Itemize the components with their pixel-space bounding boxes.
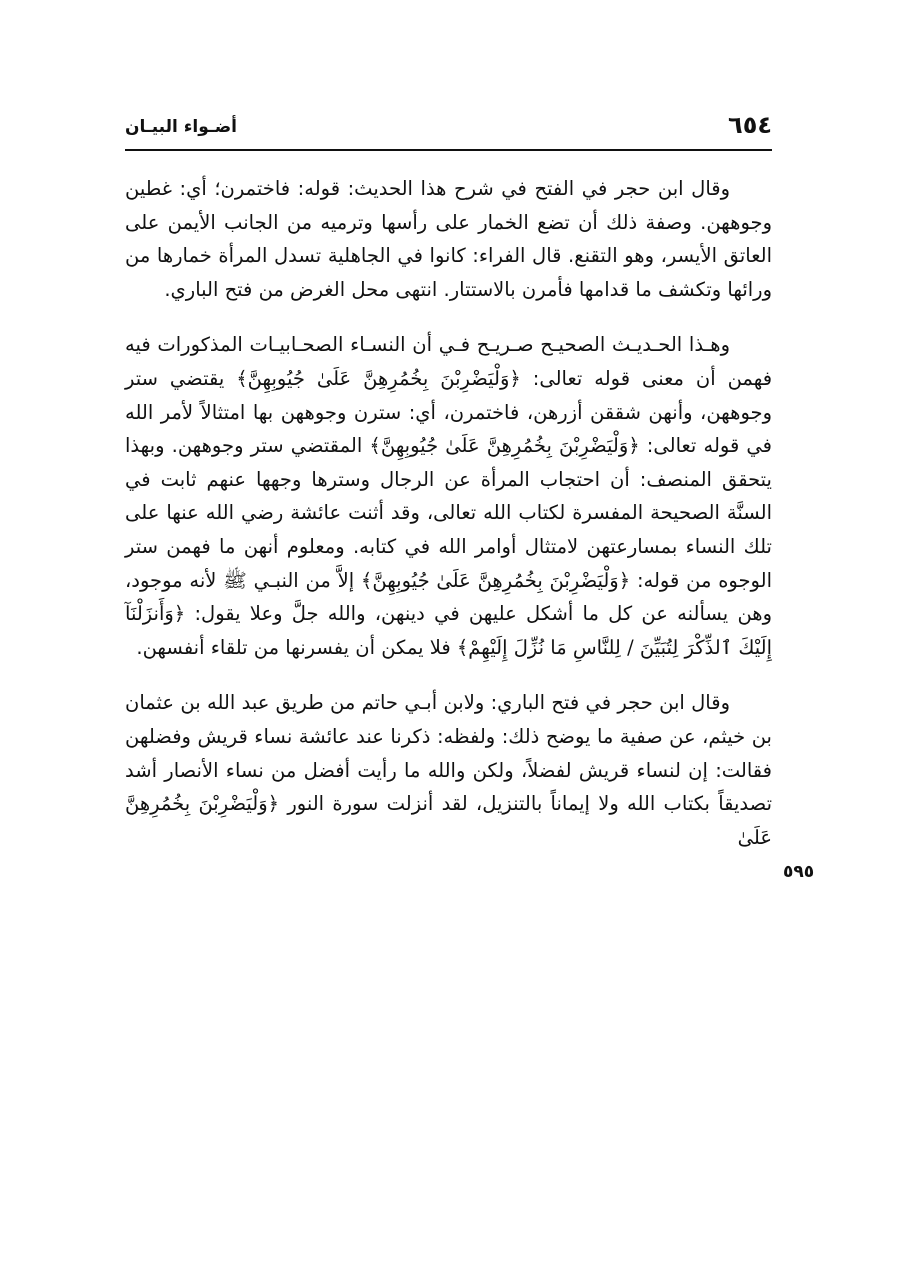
- paragraph-text: المقتضي ستر وجوههن. وبهذا يتحقق المنصف: أن احتجاب المرأة عن الرجال وسترها وجهها عنهم ثابت في السنَّة الصحيحة المفسرة لكتاب الله تعالى، وقد أثنت عائشة رضي الله عنها على تلك النساء بمسارعتهن لامتثال أوامر الله في كتابه. ومعلوم أنهن ما فهمن ستر الوجوه من قوله:: [125, 434, 772, 592]
- quran-verse: ﴿وَلْيَضْرِبْنَ بِخُمُرِهِنَّ عَلَىٰ جُيُوبِهِنَّ﴾: [369, 434, 640, 458]
- paragraph-text: يقتضي ستر وجوههن، وأنهن شققن أزرهن، فاختمرن، أي: سترن وجوههن بها امتثالاً لأمر الله في قوله تعالى:: [125, 366, 772, 458]
- quran-verse: ﴿وَلْيَضْرِبْنَ بِخُمُرِهِنَّ عَلَىٰ: [125, 792, 772, 849]
- paragraph-sahabiyat-hadith: [125, 328, 772, 664]
- paragraph-text: وهـذا الحـديـث الصحيـح صـريـح فـي أن النسـاء الصحـابيـات المذكورات فيه فهمن أن معنى قوله تعالى:: [125, 333, 773, 390]
- paragraph-text: فلا يمكن أن يفسرنها من تلقاء أنفسهن.: [136, 635, 457, 659]
- quran-verse: ﴿وَأَنزَلْنَآ إِلَيْكَ ٱلذِّكْرَ لِتُبَيِّنَ / لِلنَّاسِ مَا نُزِّلَ إِلَيْهِمْ﴾: [125, 602, 772, 659]
- body-text: [125, 172, 772, 854]
- quran-verse: ﴿وَلْيَضْرِبْنَ بِخُمُرِهِنَّ عَلَىٰ جُيُوبِهِنَّ﴾: [360, 568, 631, 592]
- paragraph-ibn-abi-hatim-narration: [125, 686, 772, 854]
- page-header: [125, 106, 772, 146]
- quran-verse: ﴿وَلْيَضْرِبْنَ بِخُمُرِهِنَّ عَلَىٰ جُيُوبِهِنَّ﴾: [236, 366, 521, 390]
- marginal-page-reference: ٥٩٥: [783, 862, 815, 882]
- header-rule: [125, 149, 772, 151]
- paragraph-text: إلاَّ من النبـي ﷺ لأنه موجود، وهن يسألنه عن كل ما أشكل عليهن في دينهن، والله جلَّ وعلا يقول:: [125, 568, 772, 626]
- paragraph-text: وقال ابن حجر في فتح الباري: ولابن أبـي حاتم من طريق عبد الله بن عثمان بن خيثم، عن صفية ما يوضح ذلك: ولفظه: ذكرنا عند عائشة نساء قريش وفضلهن فقالت: إن لنساء قريش لفضلاً، ولكن والله ما رأيت أفضل من نساء الأنصار أشد تصديقاً بكتاب الله ولا إيماناً بالتنزيل، لقد أنزلت سورة النور: [125, 691, 773, 816]
- running-title: أضـواء البيـان: [125, 117, 237, 137]
- paragraph-ibn-hajar-commentary: وقال ابن حجر في الفتح في شرح هذا الحديث: قوله: فاختمرن؛ أي: غطين وجوههن. وصفة ذلك أن تضع الخمار على رأسها وترميه من الجانب الأيمن على العاتق الأيسر، وهو التقنع. قال الفراء: كانوا في الجاهلية تسدل المرأة خمارها من ورائها وتكشف ما قدامها فأمرن بالاستتار. انتهى محل الغرض من فتح الباري.: [125, 177, 772, 301]
- page-number: ٦٥٤: [728, 111, 772, 139]
